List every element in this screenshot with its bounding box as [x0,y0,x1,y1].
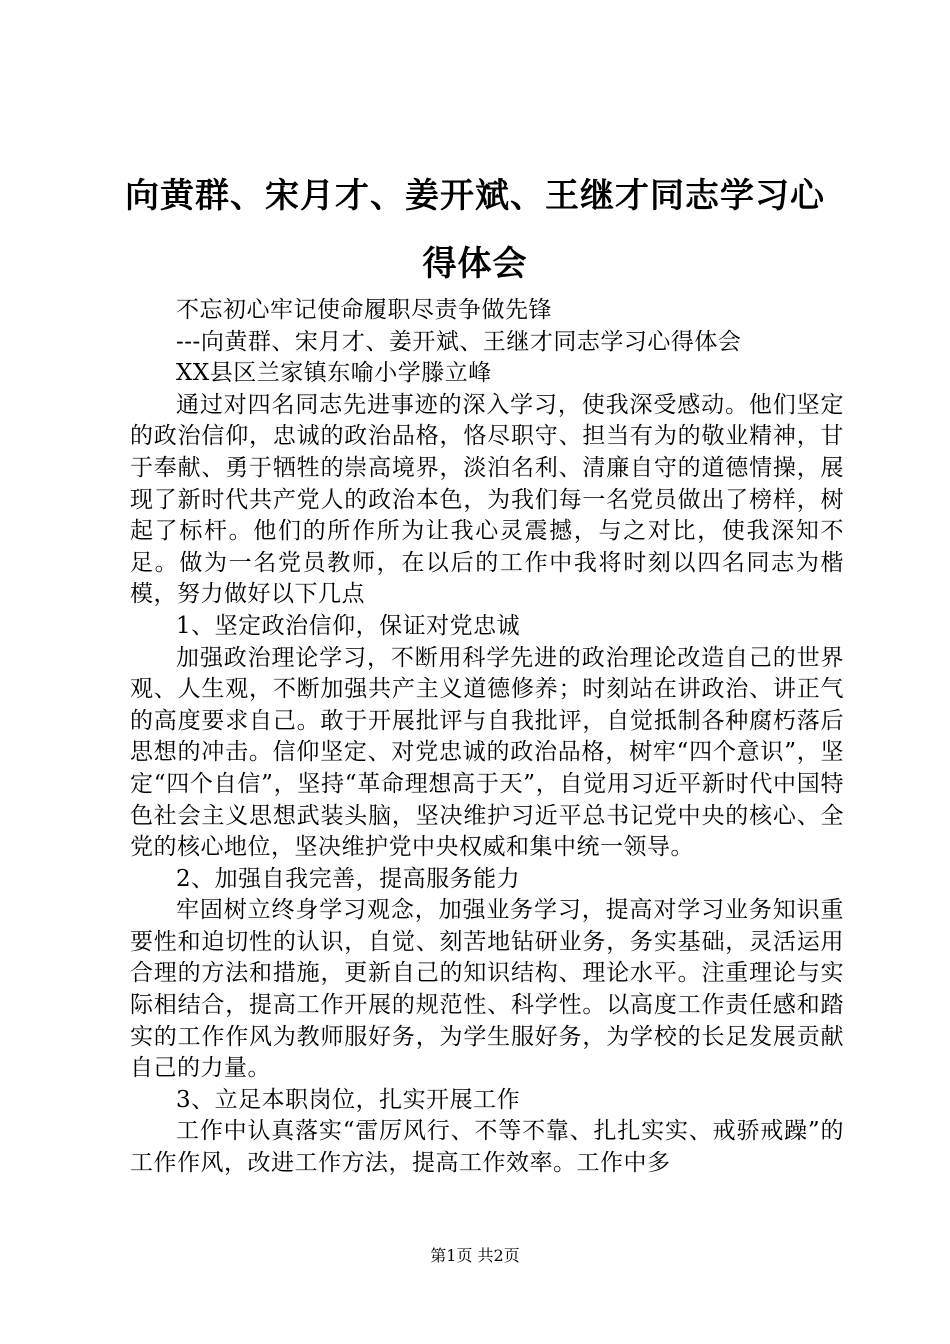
subtitle: 不忘初心牢记使命履职尽责争做先锋 [176,297,552,323]
subtitle-line: ---向黄群、宋月才、姜开斌、王继才同志学习心得体会 [176,328,742,355]
paragraph: 加强政治理论学习，不断用科学先进的政治理论改造自己的世界观、人生观，不断加强共产主义道德修养；时刻站在讲政治、讲正气的高度要求自己。敢于开展批评与自我批评，自觉抵制各种腐朽落后思想的冲击。信仰坚定、对党忠诚的政治品格，树牢“四个意识”，坚定“四个自信”，坚持“革命理想高于天”，自觉用习近平新时代中国特色社会主义思想武装头脑，坚决维护习近平总书记党中央的核心、全党的核心地位，坚决维护党中央权威和集中统一领导。 [130,644,844,861]
document-body [130,295,844,1180]
section-heading: 2、加强自我完善，提高服务能力 [176,865,521,892]
author-line: XX县区兰家镇东喻小学滕立峰 [176,360,492,387]
section-heading: 3、立足本职岗位，扎实开展工作 [176,1086,521,1113]
paragraph: 通过对四名同志先进事迹的深入学习，使我深受感动。他们坚定的政治信仰，忠诚的政治品格，恪尽职守、担当有为的敬业精神，甘于奉献、勇于牺牲的崇高境界，淡泊名利、清廉自守的道德情操，展现了新时代共产党人的政治本色，为我们每一名党员做出了榜样，树起了标杆。他们的所作所为让我心灵震撼，与之对比，使我深知不足。做为一名党员教师，在以后的工作中我将时刻以四名同志为楷模，努力做好以下几点 [130,391,844,608]
paragraph: 工作中认真落实“雷厉风行、不等不靠、扎扎实实、戒骄戒躁”的工作作风，改进工作方法，提高工作效率。工作中多 [130,1118,844,1177]
paragraph: 牢固树立终身学习观念，加强业务学习，提高对学习业务知识重要性和迫切性的认识，自觉、刻苦地钻研业务，务实基础，灵活运用合理的方法和措施，更新自己的知识结构、理论水平。注重理论与实际相结合，提高工作开展的规范性、科学性。以高度工作责任感和踏实的工作作风为教师服好务，为学生服好务，为学校的长足发展贡献自己的力量。 [130,897,844,1082]
page-footer: 第1页 共2页 [430,1246,520,1265]
document-title: 向黄群、宋月才、姜开斌、王继才同志学习心得体会 [125,176,825,284]
section-heading: 1、坚定政治信仰，保证对党忠诚 [176,612,521,639]
